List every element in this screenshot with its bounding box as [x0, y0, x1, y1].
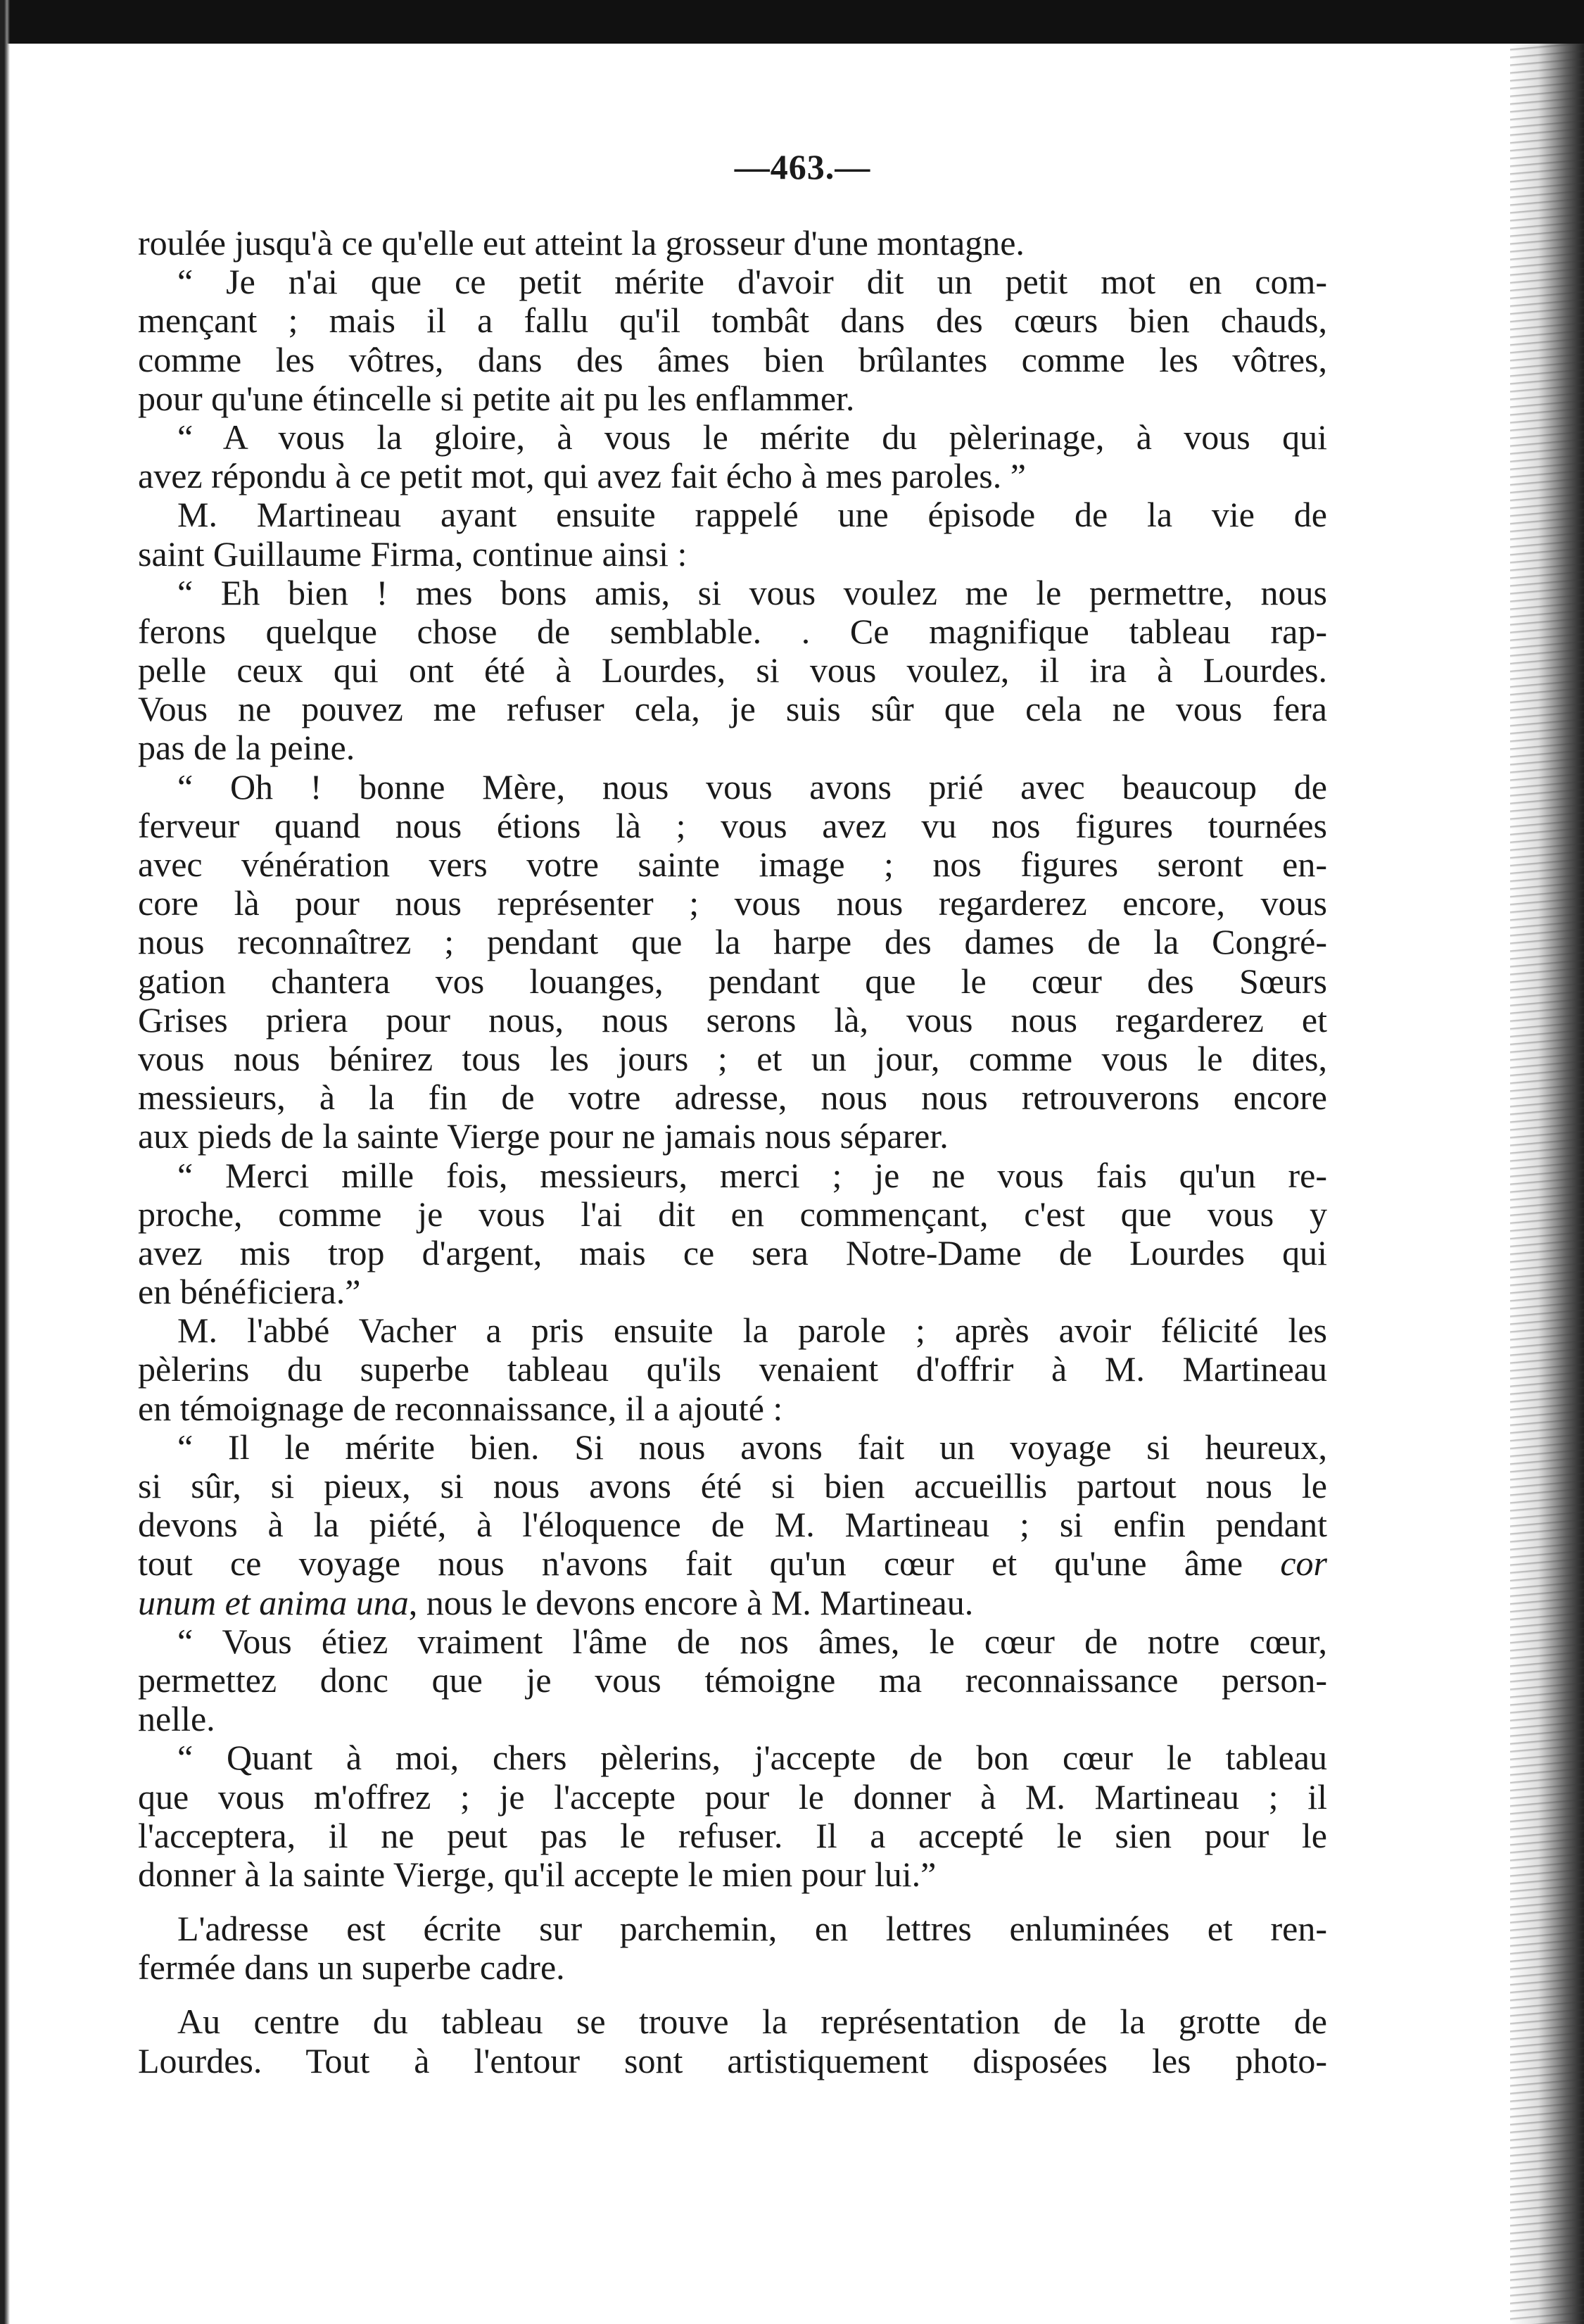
text-line: tout ce voyage nous n'avons fait qu'un cœur et qu'une âme cor: [138, 1543, 1327, 1584]
text-line: avec vénération vers votre sainte image ; nos figures seront en-: [138, 845, 1327, 884]
latin-phrase: cor: [1280, 1543, 1327, 1584]
text-line: aux pieds de la sainte Vierge pour ne jamais nous séparer.: [138, 1116, 949, 1156]
text-line: donner à la sainte Vierge, qu'il accepte le mien pour lui.”: [138, 1854, 937, 1894]
text-line: mençant ; mais il a fallu qu'il tombât dans des cœurs bien chauds,: [138, 301, 1327, 341]
text-line: avez mis trop d'argent, mais ce sera Notre-Dame de Lourdes qui: [138, 1232, 1327, 1272]
text-line: que vous m'offrez ; je l'accepte pour le donner à M. Martineau ; il: [138, 1776, 1327, 1817]
text-line: “ Il le mérite bien. Si nous avons fait un voyage si heureux,: [177, 1427, 1327, 1467]
text-line: “ A vous la gloire, à vous le mérite du pèlerinage, à vous qui: [177, 417, 1327, 457]
text-line: “ Je n'ai que ce petit mérite d'avoir dit un petit mot en com-: [177, 262, 1327, 302]
text-line: “ Quant à moi, chers pèlerins, j'accepte de bon cœur le tableau: [177, 1738, 1327, 1778]
text-line: nous reconnaîtrez ; pendant que la harpe des dames de la Congré-: [138, 922, 1327, 962]
text-line: nelle.: [138, 1699, 215, 1739]
text-line: pas de la peine.: [138, 728, 355, 768]
text-line: pèlerins du superbe tableau qu'ils venaient d'offrir à M. Martineau: [138, 1349, 1327, 1389]
text-line: M. Martineau ayant ensuite rappelé une épisode de la vie de: [177, 495, 1327, 535]
text-line: Au centre du tableau se trouve la représentation de la grotte de: [177, 2002, 1327, 2042]
scan-right-edge: [1510, 44, 1584, 2324]
text-line: M. l'abbé Vacher a pris ensuite la parole ; après avoir félicité les: [177, 1311, 1327, 1351]
text-line: permettez donc que je vous témoigne ma reconnaissance person-: [138, 1660, 1327, 1700]
text-line: core là pour nous représenter ; vous nous regarderez encore, vous: [138, 883, 1327, 923]
text-line: unum et anima una, nous le devons encore à M. Martineau.: [138, 1582, 974, 1622]
text-line: en bénéficiera.”: [138, 1272, 361, 1312]
text-line: comme les vôtres, dans des âmes bien brûlantes comme les vôtres,: [138, 339, 1327, 379]
text-line: “ Eh bien ! mes bons amis, si vous voulez me le permettre, nous: [177, 572, 1327, 612]
text-line: “ Merci mille fois, messieurs, merci ; je ne vous fais qu'un re-: [177, 1155, 1327, 1195]
text-line: “ Oh ! bonne Mère, nous vous avons prié avec beaucoup de: [177, 766, 1327, 807]
text-line: L'adresse est écrite sur parchemin, en lettres enluminées et ren-: [177, 1909, 1327, 1949]
text-line: ferveur quand nous étions là ; vous avez vu nos figures tournées: [138, 805, 1327, 845]
page-number: —463.—: [734, 147, 871, 187]
text-line: l'acceptera, il ne peut pas le refuser. Il a accepté le sien pour le: [138, 1815, 1327, 1855]
scan-left-edge: [0, 0, 10, 2324]
text-line: si sûr, si pieux, si nous avons été si bien accueillis partout nous le: [138, 1466, 1327, 1505]
text-line: en témoignage de reconnaissance, il a ajouté :: [138, 1388, 783, 1428]
text-line: gation chantera vos louanges, pendant que le cœur des Sœurs: [138, 961, 1327, 1001]
body-text: [138, 224, 1327, 2080]
text-line: Lourdes. Tout à l'entour sont artistiquement disposées les photo-: [138, 2040, 1327, 2080]
latin-phrase: unum et anima una: [138, 1582, 409, 1622]
text-line: proche, comme je vous l'ai dit en commençant, c'est que vous y: [138, 1194, 1327, 1234]
text-line: Grises priera pour nous, nous serons là, vous nous regarderez et: [138, 999, 1327, 1040]
text-line: messieurs, à la fin de votre adresse, nous nous retrouverons encore: [138, 1078, 1327, 1118]
text-line: vous nous bénirez tous les jours ; et un jour, comme vous le dites,: [138, 1038, 1327, 1078]
text-line: avez répondu à ce petit mot, qui avez fait écho à mes paroles. ”: [138, 456, 1026, 496]
text-line: “ Vous étiez vraiment l'âme de nos âmes, le cœur de notre cœur,: [177, 1621, 1327, 1661]
text-line: Vous ne pouvez me refuser cela, je suis sûr que cela ne vous fera: [138, 689, 1327, 729]
text-line: devons à la piété, à l'éloquence de M. Martineau ; si enfin pendant: [138, 1505, 1327, 1545]
text-line: ferons quelque chose de semblable. . Ce magnifique tableau rap-: [138, 611, 1327, 651]
text-line: roulée jusqu'à ce qu'elle eut atteint la grosseur d'une montagne.: [138, 223, 1025, 263]
text-line: pour qu'une étincelle si petite ait pu les enflammer.: [138, 378, 855, 418]
scan-top-border: [0, 0, 1584, 44]
text-line: pelle ceux qui ont été à Lourdes, si vous voulez, il ira à Lourdes.: [138, 650, 1327, 690]
text-line: fermée dans un superbe cadre.: [138, 1947, 565, 1988]
text-line: saint Guillaume Firma, continue ainsi :: [138, 533, 688, 574]
